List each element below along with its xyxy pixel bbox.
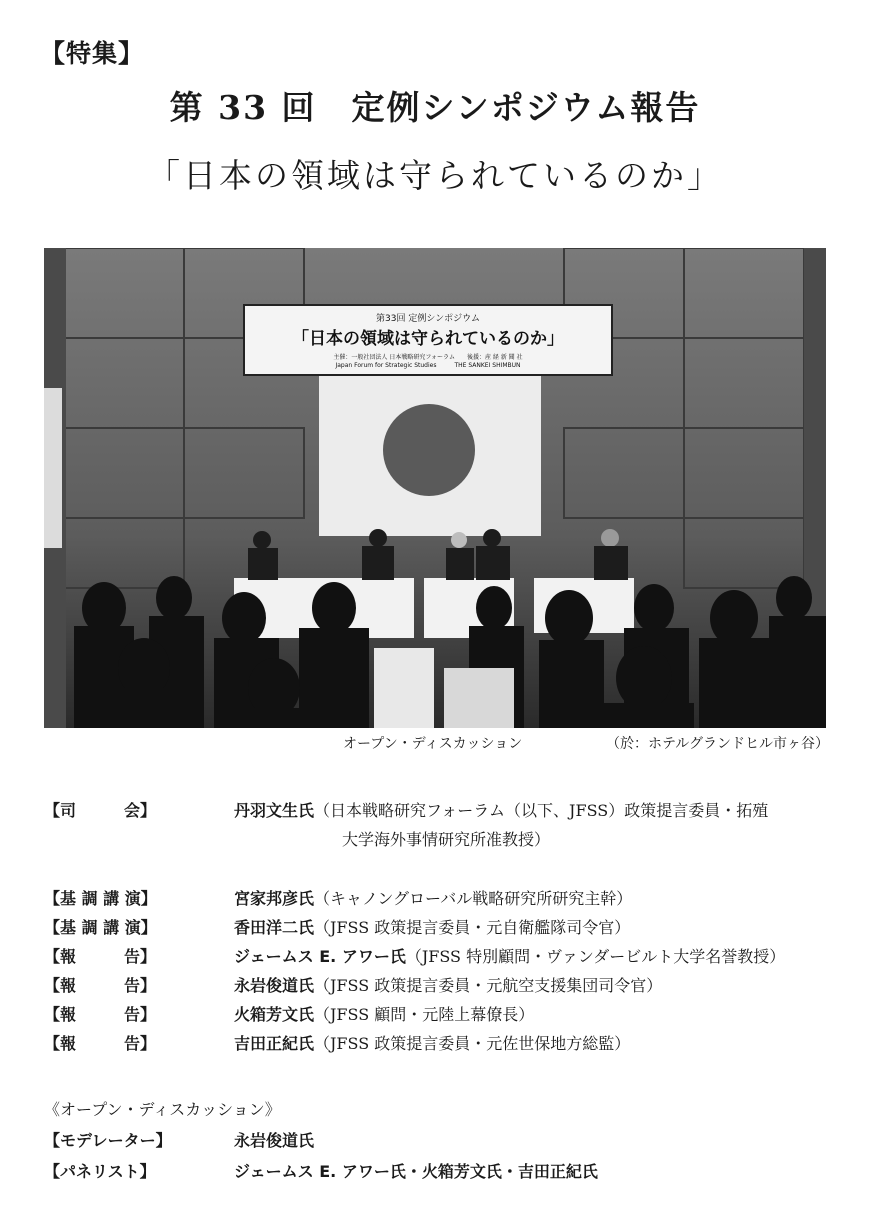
role-label: 【基 調 講 演】: [44, 889, 157, 908]
moderator-role-label: 【モデレーター】: [44, 1131, 172, 1150]
hinomaru-circle: [383, 404, 475, 496]
person-affiliation: （JFSS 政策提言委員・元自衛艦隊司令官）: [314, 918, 631, 937]
person-entry: [234, 796, 844, 825]
program-row: [44, 913, 844, 942]
person-affiliation: （JFSS 政策提言委員・元佐世保地方総監）: [314, 1034, 631, 1053]
moderator-row: [44, 1125, 844, 1156]
program-row: [44, 942, 844, 971]
panelist-row: [44, 1156, 844, 1187]
person-name: 吉田正紀氏: [234, 1034, 315, 1053]
role-label: 【司 会】: [44, 801, 157, 820]
photo-location: （於：ホテルグランドヒル市ヶ谷）: [606, 736, 830, 752]
program-row: [44, 1029, 844, 1058]
banner-sponsor-en: Japan Forum for Strategic Studies THE SANKEI SHIMBUN: [335, 362, 521, 369]
person-affiliation-cont: 大学海外事情研究所准教授）: [342, 830, 551, 849]
moderator-name: 永岩俊道氏: [234, 1131, 315, 1150]
role-label: 【報 告】: [44, 1034, 157, 1053]
person-name: 香田洋二氏: [234, 918, 315, 937]
role-label: 【基 調 講 演】: [44, 918, 157, 937]
person-affiliation: （JFSS 顧問・元陸上幕僚長）: [314, 1005, 535, 1024]
role-label: 【報 告】: [44, 947, 157, 966]
program-row: [44, 796, 844, 825]
banner-sponsor: 主催：一般社団法人 日本戦略研究フォーラム 後援：産 経 新 聞 社: [333, 354, 523, 361]
program-list: [44, 796, 844, 1058]
panelist-role-label: 【パネリスト】: [44, 1162, 156, 1181]
person-affiliation: （JFSS 政策提言委員・元航空支援集団司令官）: [314, 976, 663, 995]
program-row: [44, 884, 844, 913]
person-affiliation: （JFSS 特別顧問・ヴァンダービルト大学名誉教授）: [405, 947, 786, 966]
discussion-heading: 《オープン・ディスカッション》: [44, 1100, 281, 1119]
person-affiliation: （キャノングローバル戦略研究所研究主幹）: [314, 889, 633, 908]
person-affiliation: （日本戦略研究フォーラム（以下、JFSS）政策提言委員・拓殖: [314, 801, 769, 820]
photo-caption: オープン・ディスカッション: [343, 736, 523, 752]
program-row: [44, 971, 844, 1000]
person-name: ジェームス E. アワー氏: [234, 947, 406, 966]
page-subtitle: 「日本の領域は守られているのか」: [147, 156, 723, 195]
symposium-photo: [44, 248, 826, 728]
program-row: [44, 1000, 844, 1029]
open-discussion-section: [44, 1094, 844, 1187]
role-label: 【報 告】: [44, 976, 157, 995]
panelist-names: ジェームス E. アワー氏・火箱芳文氏・吉田正紀氏: [234, 1162, 598, 1181]
feature-tag: 【特集】: [40, 39, 145, 68]
person-name: 丹羽文生氏: [234, 801, 315, 820]
page-title: 第 33 回 定例シンポジウム報告: [169, 88, 701, 127]
program-row-continuation: [44, 825, 844, 854]
person-name: 宮家邦彦氏: [234, 889, 315, 908]
role-label: 【報 告】: [44, 1005, 157, 1024]
person-name: 永岩俊道氏: [234, 976, 315, 995]
person-name: 火箱芳文氏: [234, 1005, 315, 1024]
banner-title: 「日本の領域は守られているのか」: [292, 329, 564, 349]
banner-heading: 第33回 定例シンポジウム: [376, 314, 480, 324]
